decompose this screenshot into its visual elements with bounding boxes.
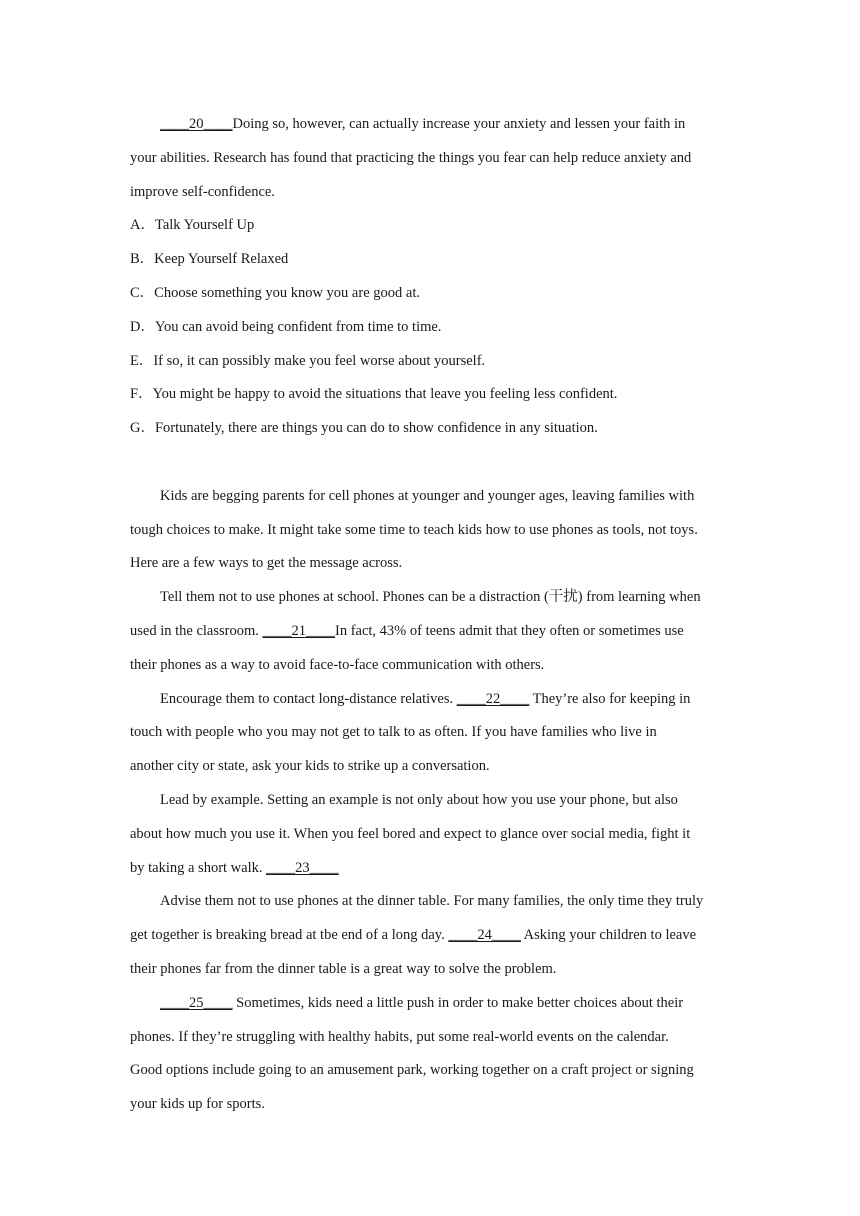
paragraph-24 — [130, 885, 732, 986]
option-a: A．Talk Yourself Up — [130, 217, 255, 234]
option-d: D．You can avoid being confident from time to time. — [130, 318, 442, 335]
blank-21[interactable]: ____21____ — [262, 622, 335, 639]
paragraph-20-line1: Doing so, however, can actually increase your anxiety and lessen your faith in — [232, 116, 686, 132]
option-c: C．Choose something you know you are good at. — [130, 284, 420, 301]
document-page — [130, 108, 732, 1122]
paragraph-23-line2: about how much you use it. When you feel bored and expect to glance over social media, fight it — [130, 825, 691, 842]
paragraph-20-line2: your abilities. Research has found that practicing the things you fear can help reduce anxiety and — [130, 149, 692, 166]
paragraph-24-line3: their phones far from the dinner table is a great way to solve the problem. — [130, 960, 557, 977]
paragraph-22-line3: another city or state, ask your kids to strike up a conversation. — [130, 758, 490, 775]
option-e: E．If so, it can possibly make you feel worse about yourself. — [130, 352, 486, 369]
intro-line3: Here are a few ways to get the message across. — [130, 555, 403, 572]
paragraph-21-line2-post: In fact, 43% of teens admit that they often or sometimes use — [335, 622, 684, 639]
paragraph-24-line2-pre: get together is breaking bread at tbe end of a long day. — [130, 927, 449, 944]
paragraph-24-line1: Advise them not to use phones at the dinner table. For many families, the only time they truly — [160, 893, 704, 910]
blank-22[interactable]: ____22____ — [456, 690, 530, 707]
paragraph-23 — [130, 784, 732, 885]
blank-20[interactable]: ____20____ — [160, 116, 233, 132]
paragraph-24-line2-post: Asking your children to leave — [520, 927, 697, 944]
blank-25[interactable]: ____25____ — [160, 994, 233, 1011]
paragraph-21-line3: their phones as a way to avoid face-to-face communication with others. — [130, 656, 545, 673]
paragraph-25-line2: phones. If they’re struggling with healthy habits, put some real-world events on the calendar. — [130, 1028, 669, 1045]
blank-24[interactable]: ____24____ — [448, 927, 521, 944]
options-list — [130, 209, 732, 446]
paragraph-25-line3: Good options include going to an amusement park, working together on a craft project or signing — [130, 1062, 694, 1079]
paragraph-20-line3: improve self-confidence. — [130, 183, 275, 200]
section-spacer — [130, 446, 732, 480]
paragraph-21-line2-pre: used in the classroom. — [130, 622, 263, 639]
blank-23[interactable]: ____23____ — [266, 859, 339, 876]
option-f: F．You might be happy to avoid the situations that leave you feeling less confident. — [130, 386, 618, 403]
paragraph-22-line2: touch with people who you may not get to talk to as often. If you have families who live in — [130, 724, 657, 741]
paragraph-22 — [130, 683, 732, 784]
option-b: B．Keep Yourself Relaxed — [130, 251, 289, 268]
paragraph-23-line1: Lead by example. Setting an example is not only about how you use your phone, but also — [160, 791, 678, 808]
paragraph-21-line1: Tell them not to use phones at school. Phones can be a distraction (干扰) from learning when — [160, 589, 701, 606]
paragraph-22-line1-post: They’re also for keeping in — [529, 690, 691, 707]
paragraph-21 — [130, 581, 732, 682]
intro-line1: Kids are begging parents for cell phones at younger and younger ages, leaving families with — [160, 487, 695, 504]
paragraph-25-line4: your kids up for sports. — [130, 1096, 265, 1113]
intro-paragraph — [130, 480, 732, 581]
option-g: G．Fortunately, there are things you can do to show confidence in any situation. — [130, 420, 598, 437]
paragraph-23-line3-pre: by taking a short walk. — [130, 859, 267, 876]
paragraph-20 — [130, 108, 732, 209]
intro-line2: tough choices to make. It might take some time to teach kids how to use phones as tools, not toys. — [130, 521, 698, 538]
paragraph-25 — [130, 987, 732, 1122]
paragraph-22-line1-pre: Encourage them to contact long-distance relatives. — [160, 690, 457, 707]
paragraph-25-line1-post: Sometimes, kids need a little push in order to make better choices about their — [232, 994, 684, 1011]
